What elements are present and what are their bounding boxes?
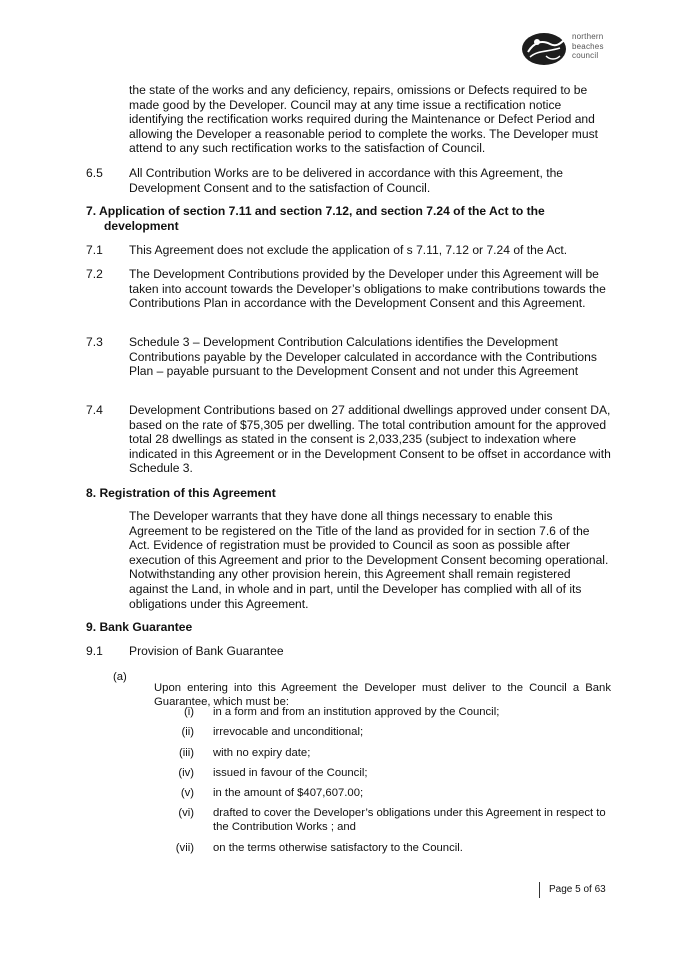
logo-line-northern: northern bbox=[572, 32, 604, 41]
clause-7-3-text: Schedule 3 – Development Contribution Calculations identifies the Development Contributions payable by the Developer calculated in accordance with the Contributions Plan – payable pursuant to the Development Consent and not under this Agreement bbox=[129, 335, 597, 379]
item-iii-label: (iii) bbox=[178, 747, 194, 759]
logo-line-council: council bbox=[572, 51, 599, 60]
item-vi-text: drafted to cover the Developer’s obligations under this Agreement in respect to the Contribution Works ; and bbox=[213, 807, 606, 833]
section-8-text: The Developer warrants that they have done all things necessary to enable this Agreement to be registered on the Title of the land as provided for in section 7.6 of the Act. Evidence of registration must be provided to Council as soon as possible after execution of this Agreement and prior to the Development Consent becoming operational. Notwithstanding any other provision herein, this Agreement shall remain registered against the Land, in whole and in part, until the Developer has complied with all of its obligations under this Agreement. bbox=[129, 509, 609, 611]
item-iv-label: (iv) bbox=[178, 767, 194, 779]
intro-paragraph: the state of the works and any deficiency, repairs, omissions or Defects required to be made good by the Developer. Council may at any time issue a rectification notice identifying the rectification works required during the Maintenance or Defect Period and allowing the Developer a reasonable period to complete the works. The Developer must attend to any such rectification works to the satisfaction of Council. bbox=[129, 83, 599, 156]
clause-7-1-number: 7.1 bbox=[86, 243, 103, 257]
section-7-heading bbox=[86, 204, 611, 233]
item-iii-text: with no expiry date; bbox=[213, 747, 311, 759]
clause-7-4-text: Development Contributions based on 27 additional dwellings approved under consent DA, based on the rate of $75,305 per dwelling. The total contribution amount for the approved total 28 dwellings as stated in the consent is 2,033,235 (subject to indexation where indicated in this Agreement or in the Development Consent to be offset in accordance with Schedule 3. bbox=[129, 403, 611, 476]
item-ii-label: (ii) bbox=[181, 726, 194, 738]
clause-9-1-number: 9.1 bbox=[86, 644, 103, 658]
section-7-heading-line1: 7. Application of section 7.11 and section 7.12, and section 7.24 of the Act to the bbox=[86, 204, 545, 218]
item-ii-text: irrevocable and unconditional; bbox=[213, 726, 364, 738]
clause-7-2-number: 7.2 bbox=[86, 267, 103, 281]
item-i-label: (i) bbox=[183, 706, 194, 718]
page-number: Page 5 of 63 bbox=[549, 884, 606, 895]
clause-6-5-number: 6.5 bbox=[86, 166, 103, 180]
footer-divider bbox=[539, 882, 540, 898]
council-logo bbox=[520, 30, 620, 68]
clause-9-1-text: Provision of Bank Guarantee bbox=[129, 644, 284, 658]
clause-7-3-number: 7.3 bbox=[86, 335, 103, 349]
clause-6-5-text: All Contribution Works are to be delivered in accordance with this Agreement, the Development Consent and to the satisfaction of Council. bbox=[129, 166, 564, 195]
item-v-label: (v) bbox=[180, 787, 194, 799]
sub-a-label: (a) bbox=[113, 671, 127, 683]
item-iv-text: issued in favour of the Council; bbox=[213, 767, 368, 779]
item-vii-label: (vii) bbox=[175, 842, 194, 854]
item-vi-label: (vi) bbox=[178, 807, 194, 819]
logo-line-beaches: beaches bbox=[572, 41, 604, 51]
clause-7-4-number: 7.4 bbox=[86, 403, 103, 417]
section-8-heading: 8. Registration of this Agreement bbox=[86, 486, 276, 500]
sub-a-text: Upon entering into this Agreement the Developer must deliver to the Council a Bank Guarantee, which must be: bbox=[154, 682, 611, 709]
item-v-text: in the amount of $407,607.00; bbox=[213, 787, 364, 799]
item-vii-text: on the terms otherwise satisfactory to the Council. bbox=[213, 842, 463, 854]
section-7-heading-line2: development bbox=[104, 218, 179, 233]
logo-emblem-icon bbox=[520, 30, 570, 68]
clause-7-2-text: The Development Contributions provided by the Developer under this Agreement will be taken into account towards the Developer’s obligations to make contributions towards the Contributions Plan in accordance with the Development Consent and this Agreement. bbox=[129, 267, 606, 311]
logo-text bbox=[572, 32, 604, 61]
item-i-text: in a form and from an institution approved by the Council; bbox=[213, 706, 500, 718]
section-9-heading: 9. Bank Guarantee bbox=[86, 620, 193, 634]
clause-7-1-text: This Agreement does not exclude the application of s 7.11, 7.12 or 7.24 of the Act. bbox=[129, 243, 568, 257]
